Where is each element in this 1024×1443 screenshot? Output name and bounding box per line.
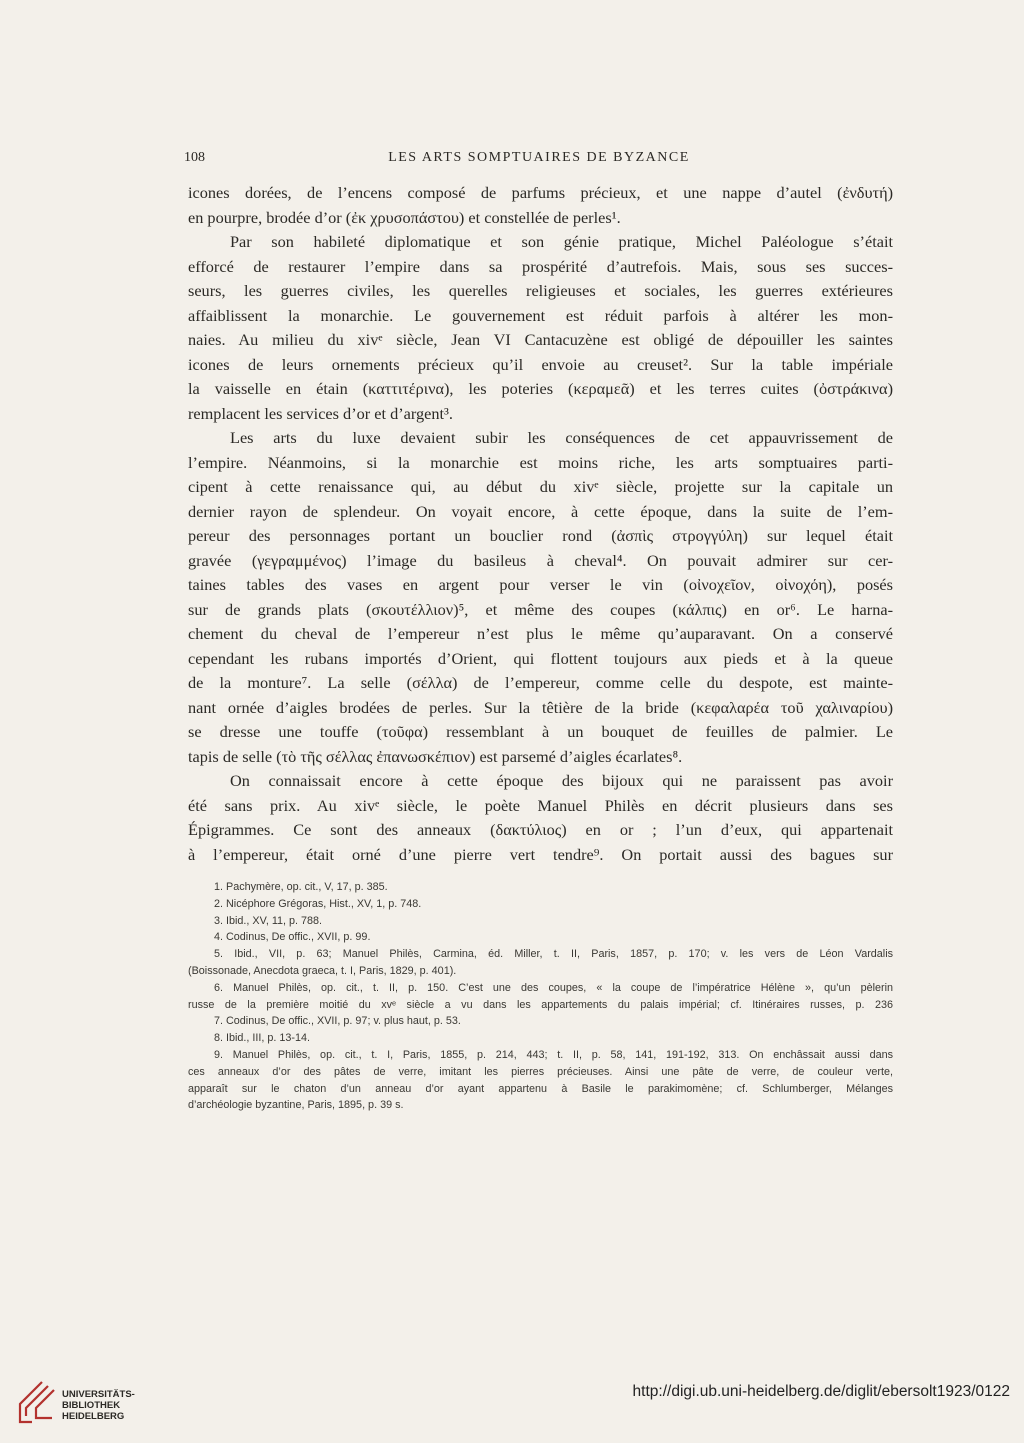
body-line: tapis de selle (τὸ τῆς σέλλας ἐπανωσκέπιον) est parsemé d’aigles écarlates⁸. [188,746,683,766]
body-line: gravée (γεγραμμένος) l’image du basileus à cheval⁴. On pouvait admirer sur cer- [188,550,893,570]
footnote-line: apparaît sur le chaton d’un anneau d’or ayant appartenu à Basile le parakimomène; cf. Schlumberger, Mélanges [188,1082,893,1095]
body-line: dernier rayon de splendeur. On voyait encore, à cette époque, dans la suite de l’em- [188,501,893,521]
footnote-line: 4. Codinus, De offic., XVII, p. 99. [214,931,371,944]
footnote-line: 1. Pachymère, op. cit., V, 17, p. 385. [214,881,388,893]
body-line: cependant les rubans importés d’Orient, qui flottent toujours aux pieds et à la queue [188,648,893,668]
body-line: Épigrammes. Ce sont des anneaux (δακτύλιος) en or ; l’un d’eux, qui appartenait [188,820,893,839]
body-line: icones dorées, de l’encens composé de parfums précieux, et une nappe d’autel (ἐνδυτή) [188,183,893,202]
footnotes [188,879,893,1114]
footnote-line: ces anneaux d’or des pâtes de verre, imitant les pierres précieuses. Ainsi une pâte de verre, de couleur verte, [188,1065,893,1078]
body-line: chement du cheval de l’empereur n’est plus le même qu’auparavant. On a conservé [188,624,893,643]
body-line: Par son habileté diplomatique et son génie pratique, Michel Paléologue s’était [230,232,893,251]
institution-line: UNIVERSITÄTS- [62,1389,135,1400]
footnote-line: 5. Ibid., VII, p. 63; Manuel Philès, Carmina, éd. Miller, t. II, Paris, 1857, p. 170; v. les vers de Léon Vardalis [214,948,893,961]
institution-line: BIBLIOTHEK [62,1400,121,1411]
footnote-line: 3. Ibid., XV, 11, p. 788. [214,914,323,927]
running-title: LES ARTS SOMPTUAIRES DE BYZANCE [388,150,690,165]
footnote-line: d’archéologie byzantine, Paris, 1895, p. 39 s. [188,1099,404,1112]
page-header [184,150,894,170]
body-line: icones de leurs ornements précieux qu’il envoie au creuset². Sur la table impériale [188,354,893,374]
body-line: la vaisselle en étain (καττιτέρινα), les poteries (κεραμεᾶ) et les terres cuites (ὀστράκινα) [188,379,893,398]
body-line: à l’empereur, était orné d’une pierre vert tendre⁹. On portait aussi des bagues sur [188,844,893,864]
body-line: remplacent les services d’or et d’argent³. [188,403,453,423]
body-line: pereur des personnages portant un bouclier rond (ἀσπὶς στρογγύλη) sur lequel était [188,526,893,545]
page-number: 108 [184,150,205,165]
footnote-line: (Boissonade, Anecdota graeca, t. I, Paris, 1829, p. 401). [188,964,457,977]
body-line: se dresse une touffe (τοῦφα) ressemblant à un bouquet de feuilles de palmier. Le [188,722,893,741]
body-line: efforcé de restaurer l’empire dans sa prospérité d’autrefois. Mais, sous ses succes- [188,256,893,276]
body-line: cipent à cette renaissance qui, au début du xivᵉ siècle, projette sur la capitale un [188,477,893,496]
footnote-line: 2. Nicéphore Grégoras, Hist., XV, 1, p. 748. [214,897,422,910]
body-line: nant ornée d’aigles brodées de perles. Sur la têtière de la bride (κεφαλαρέα τοῦ χαλιναρίου) [188,697,893,717]
body-line: Les arts du luxe devaient subir les conséquences de cet appauvrissement de [230,428,893,447]
institution-name [62,1389,135,1422]
footnote-line: 6. Manuel Philès, op. cit., t. II, p. 150. C’est une des coupes, « la coupe de l’impératrice Hélène », qu’un pèlerin [214,981,893,994]
body-line: été sans prix. Au xivᵉ siècle, le poète Manuel Philès en décrit plusieurs dans ses [188,795,893,815]
body-line: l’empire. Néanmoins, si la monarchie est moins riche, les arts somptuaires parti- [188,452,893,472]
source-url[interactable]: http://digi.ub.uni-heidelberg.de/diglit/ebersolt1923/0122 [632,1383,1010,1400]
footnote-line: 9. Manuel Philès, op. cit., t. I, Paris, 1855, p. 214, 443; t. II, p. 58, 141, 191-192, 313. On enchâssait aussi dans [214,1048,893,1061]
body-line: naies. Au milieu du xivᵉ siècle, Jean VI Cantacuzène est obligé de dépouiller les saintes [188,330,893,349]
body-text [188,181,893,867]
body-line: affaiblissent la monarchie. Le gouvernement est réduit parfois à altérer les mon- [188,305,893,325]
body-line: seurs, les guerres civiles, les querelles religieuses et sociales, les guerres extérieures [188,281,893,300]
body-line: On connaissait encore à cette époque des bijoux qui ne paraissent pas avoir [230,771,893,790]
institution-line: HEIDELBERG [62,1411,125,1422]
footnote-line: russe de la première moitié du xvᵉ siècle a vu dans les appartements du palais impérial; cf. Itinéraires russes, p. 236 [188,998,893,1011]
footnote-line: 7. Codinus, De offic., XVII, p. 97; v. plus haut, p. 53. [214,1015,461,1028]
footnote-line: 8. Ibid., III, p. 13-14. [214,1032,311,1045]
body-line: sur de grands plats (σκουτέλλιον)⁵, et même des coupes (κάλπις) en or⁶. Le harna- [188,599,893,619]
body-line: de la monture⁷. La selle (σέλλα) de l’empereur, comme celle du despote, est mainte- [188,673,893,692]
body-line: en pourpre, brodée d’or (ἐκ χρυσοπάστου) et constellée de perles¹. [188,207,621,227]
body-line: taines tables des vases en argent pour verser le vin (οἰνοχεῖον, οἰνοχόη), posés [188,575,893,594]
ub-heidelberg-logo-icon [12,1378,58,1428]
